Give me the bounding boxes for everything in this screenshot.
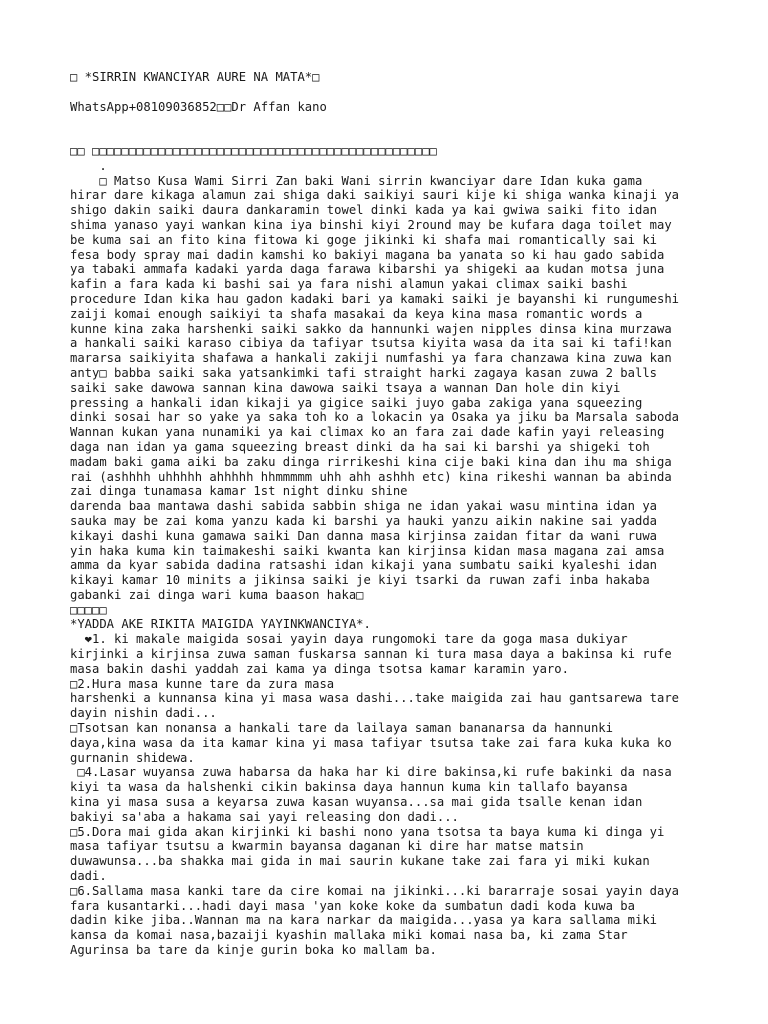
spacer <box>70 129 710 144</box>
dot-line: . <box>70 158 107 173</box>
tip-item: □2.Hura masa kunne tare da zura masa harshenki a kunnansa kina yi masa wasa dashi...take maigida zai hau gantsarewa tare dayin nishin dadi... <box>70 676 680 721</box>
tip-item: □5.Dora mai gida akan kirjinki ki bashi nono yana tsotsa ta baya kuma ki dinga yi masa tafiyar tsutsu a kwarmin bayansa daganan ki dire har matse matsin duwawunsa...ba shakka mai gida in mai saurin kukane take zai fara yi miki kukan dadi. <box>70 824 665 884</box>
tip-item: □Tsotsan kan nonansa a hankali tare da lailaya saman bananarsa da hannunki daya,kina wasa da ita kamar kina yi masa tafiyar tsutsa take zai fara kuka kuka ko gurnanin shidewa. <box>70 721 672 765</box>
tip-item: □4.Lasar wuyansa zuwa habarsa da haka har ki dire bakinsa,ki rufe bakinki da nasa kiyi ta wasa da halshenki cikin bakinsa daya hannun kuma kin tallafo bayansa kina yi masa susa a keyarsa zuwa kasan wuyansa...sa mai gida tsalle kenan idan bakiyi sa'aba a hakama sai yayi releasing don dadi... <box>70 765 672 824</box>
document-page <box>70 70 710 958</box>
spacer <box>70 85 710 100</box>
tip-item: □6.Sallama masa kanki tare da cire komai na jikinki...ki bararraje sosai yayin daya fara kusantarki...hadi dayi masa 'yan koke koke da sumbatun dadi koda kuwa ba dadin kike jiba..Wannan ma na kara narkar da maigida...yasa ya kara sallama miki kansa da komai nasa,bazaiji kyashin mallaka miki komai nasa ba, ki zama Star Agurinsa ba tare da kinje gurin boka ko mallam ba. <box>70 883 680 958</box>
spacer <box>70 114 710 129</box>
intro-paragraph: □ Matso Kusa Wami Sirri Zan baki Wani sirrin kwanciyar dare Idan kuka gama hirar dare kikaga alamun zai shiga daki saikiyi sauri kije ki shiga wanka kinaji ya shigo dakin saiki daura dankaramin towel dinki kada ya kai gwiwa saiki fito idan shima yanaso yayi wankan kina iya binshi kiyi 2round may be kufara daga toilet may be kuma sai an fito kina fitowa ki goge jikinki ki shafa mai romantically sai ki fesa body spray mai dadin kamshi ko bakiyi magana ba yanata so ki hau gado sabida ya tabaki ammafa kadaki yarda daga farawa kibarshi ya shigeki aa kudan motsa juna kafin a fara kada ki bashi sai ya fara nishi alamun yakai climax saiki bashi procedure Idan kika hau gadon kadaki bari ya kamaki saiki je bayanshi ki rungumeshi zaiji komai enough saikiyi ta shafa masakai da keya kina masa romantic words a kunne kina zaka harshenki saiki sakko da hannunki wajen nipples dinsa kina murzawa a hankali saiki karaso cibiya da tafiyar tsutsa kiyita wasa da ita sai ki tafi!kan mararsa saikiyita shafawa a hankali zakiji numfashi ya fara chanzawa kina zuwa kan anty□ babba saiki saka yatsankimki tafi straight harki zagaya kasan zuwa 2 balls saiki sake dawowa sannan kina dawowa saiki tsaya a wannan Dan hole din kiyi pressing a hankali idan kikaji ya gigice saiki juyo gaba zakiga yana squeezing dinki sosai har so yake ya saka toh ko a lokacin ya Osaka ya jiku ba Marsala saboda Wannan kukan yana nunamiki ya kai climax ko an fara zai dade kafin yayi releasing daga nan idan ya gama squeezing breast dinki da ha sai ki barshi ya shigeki toh madam baki gama aiki ba zaku dinga rirrikeshi kina cije baki kina dan ihu ma shiga rai (ashhhh uhhhhh ahhhhh hhmmmmm uhh ahh ashhh etc) kina rikeshi wannan ba abinda zai dinga tunamasa kamar 1st night dinku shine darenda baa mantawa dashi sabida sabbin shiga ne idan yakai wasu mintina idan ya sauka may be zai koma yanzu kada ki barshi ya hauki yanzu aikin nakine sai yadda kikayi dashi kuna gamawa saiki Dan danna masa kirjinsa zaidan fitar da wani ruwa yin haka kuma kin taimakeshi saiki kwanta kan kirjinsa kidan masa magana zai amsa amma da kyar sabida dadina ratsashi idan kikaji yana sumbatu saiki kyaleshi idan kikayi kamar 10 minits a jikinsa saiki je kiyi tsarki da ruwan zafi inba hakaba gabanki zai dinga wari kuma baason haka□ <box>70 173 680 602</box>
contact-line: WhatsApp+08109036852□□Dr Affan kano <box>70 99 327 114</box>
document-title: □ *SIRRIN KWANCIYAR AURE NA MATA*□ <box>70 70 320 84</box>
tips-heading: *YADDA AKE RIKITA MAIGIDA YAYINKWANCIYA*. <box>70 617 371 632</box>
box-row: □□□□□ <box>70 602 107 617</box>
tip-item: ❤1. ki makale maigida sosai yayin daya rungomoki tare da goga masa dukiyar kirjinki a kirjinsa zuwa saman fuskarsa sannan ki tura masa daya a bakinsa ki rufe masa bakin dashi yaddah zai kama ya dinga tsotsa kamar karamin yaro. <box>70 632 672 676</box>
box-separator: □□ □□□□□□□□□□□□□□□□□□□□□□□□□□□□□□□□□□□□□□□□□□□□□□□ <box>70 143 437 158</box>
